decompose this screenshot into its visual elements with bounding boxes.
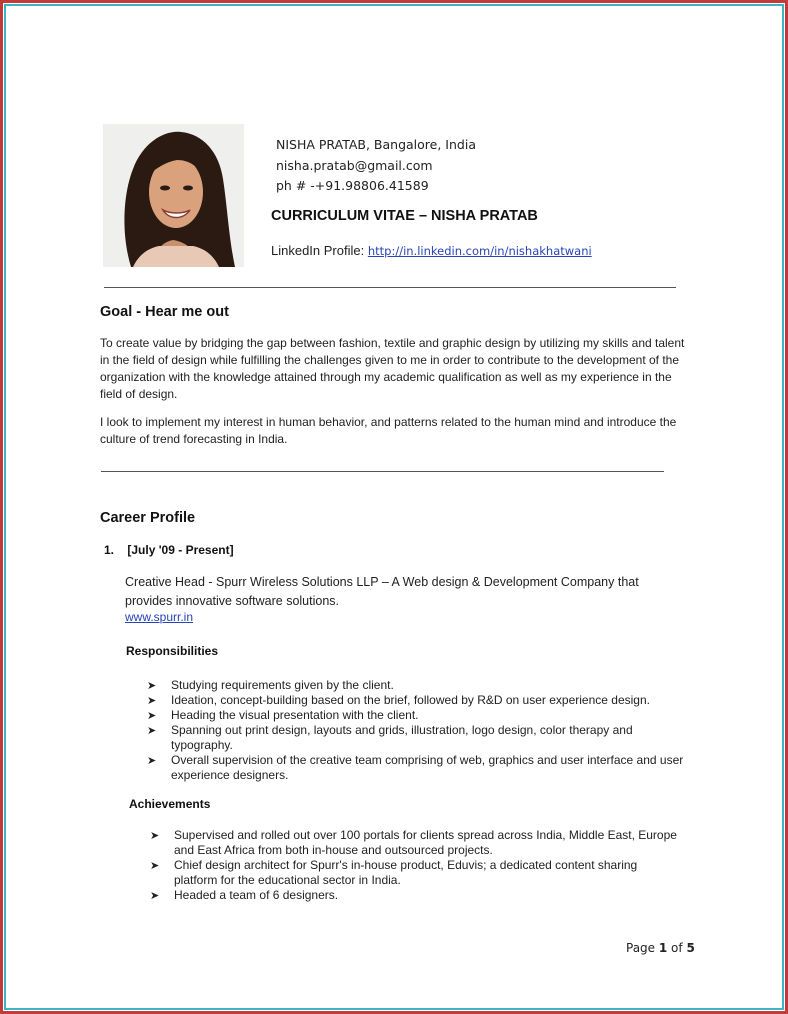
arrow-bullet-icon: ➤ [147,724,157,737]
list-item: ➤ Chief design architect for Spurr's in-house product, Eduvis; a dedicated content sharing platform for the educational sector in India. [150,858,638,887]
arrow-bullet-icon: ➤ [147,709,157,722]
goal-paragraph-2: I look to implement my interest in human behavior, and patterns related to the human mind and introduce the culture of trend forecasting in India. [100,415,677,446]
list-item: ➤ Headed a team of 6 designers. [150,888,339,902]
goal-heading: Goal - Hear me out [100,304,229,320]
job-number: 1. [104,543,115,557]
linkedin-label: LinkedIn Profile: [271,243,368,258]
total-pages: 5 [686,941,695,955]
phone-line: ph # -+91.98806.41589 [276,178,429,193]
current-page: 1 [658,941,668,955]
arrow-bullet-icon: ➤ [147,694,157,707]
company-website-link[interactable]: www.spurr.in [125,610,194,624]
list-item: ➤ Heading the visual presentation with the client. [147,708,419,722]
goal-paragraph-1: To create value by bridging the gap between fashion, textile and graphic design by utilizing my skills and talent in the field of design while fulfilling the challenges given to me in order to contribute to the development of the organization with the knowledge attained through my academic qualification as well as my experience in the field of design. [100,336,685,401]
arrow-bullet-icon: ➤ [147,754,157,767]
arrow-bullet-icon: ➤ [150,829,160,842]
arrow-bullet-icon: ➤ [147,679,157,692]
page-number: Page 1 of 5 [626,941,695,955]
career-heading: Career Profile [100,510,196,526]
divider [104,287,676,288]
job-period: [July '09 - Present] [127,543,234,557]
divider [101,471,664,472]
responsibilities-list [147,678,687,783]
email-line: nisha.pratab@gmail.com [276,157,433,173]
cv-title: CURRICULUM VITAE – NISHA PRATAB [271,208,538,224]
list-item: ➤ Studying requirements given by the client. [147,678,394,692]
responsibilities-heading: Responsibilities [126,644,219,658]
list-item: ➤ Spanning out print design, layouts and grids, illustration, logo design, color therapy and typography. [147,723,633,752]
job-entry-header [104,543,234,557]
name-line: NISHA PRATAB, Bangalore, India [276,137,476,152]
achievements-heading: Achievements [129,797,211,811]
profile-photo [103,124,244,267]
linkedin-line [271,243,592,258]
linkedin-link[interactable]: http://in.linkedin.com/in/nishakhatwani [367,244,592,258]
list-item: ➤ Ideation, concept-building based on the brief, followed by R&D on user experience design. [147,693,650,707]
list-item: ➤ Overall supervision of the creative team comprising of web, graphics and user interface and user experience designers. [147,753,684,782]
profile-photo-image [103,124,244,267]
arrow-bullet-icon: ➤ [150,859,160,872]
arrow-bullet-icon: ➤ [150,889,160,902]
achievements-list [150,828,680,903]
contact-block [276,135,476,197]
job-title-line-1: Creative Head - Spurr Wireless Solutions LLP – A Web design & Development Company that [125,575,639,589]
job-title-line-2: provides innovative software solutions. [125,593,340,608]
job-description [125,573,685,625]
list-item: ➤ Supervised and rolled out over 100 portals for clients spread across India, Middle East, Europe and East Africa from both in-house and outsourced projects. [150,828,677,857]
